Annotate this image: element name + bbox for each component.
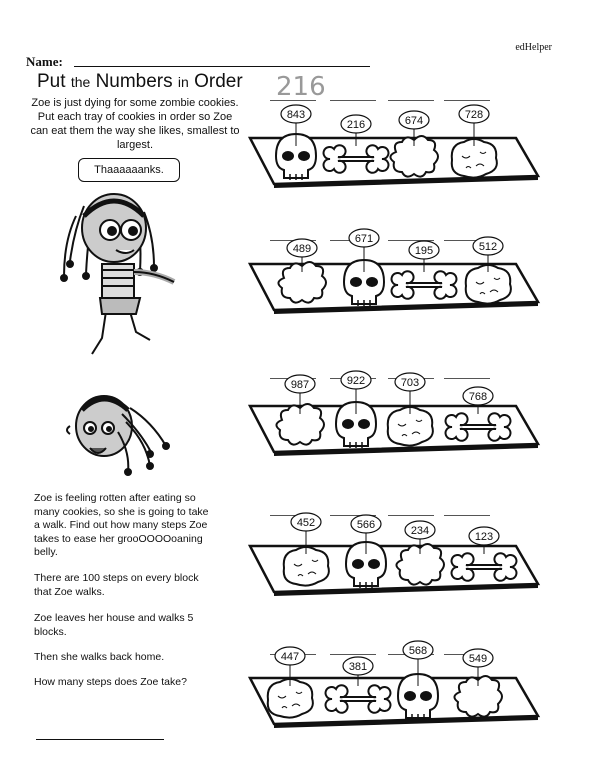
svg-text:549: 549 (468, 653, 488, 665)
name-input-line[interactable] (74, 66, 370, 67)
svg-text:987: 987 (290, 379, 310, 391)
answer-blank[interactable] (444, 515, 490, 516)
speech-bubble: Thaaaaaanks. (78, 158, 180, 182)
brand-label: edHelper (515, 42, 552, 53)
svg-text:123: 123 (474, 531, 494, 543)
svg-text:447: 447 (280, 651, 300, 663)
svg-text:566: 566 (356, 519, 376, 531)
example-answer: 216 (276, 72, 326, 102)
svg-text:512: 512 (478, 241, 498, 253)
svg-text:728: 728 (464, 109, 484, 121)
svg-text:195: 195 (414, 245, 434, 257)
instructions-text: Zoe is just dying for some zombie cookies. Put each tray of cookies in order so Zoe can eat them the way she likes, smallest to largest. (30, 97, 240, 151)
cookie-tray (0, 645, 600, 762)
svg-text:381: 381 (348, 661, 368, 673)
story-paragraph: Zoe leaves her house and walks 5 blocks. (34, 612, 194, 638)
story-paragraph: There are 100 steps on every block that Zoe walks. (34, 572, 199, 598)
cookie-tray (0, 375, 600, 490)
title-word: the (70, 74, 91, 90)
cookie-tray (0, 233, 600, 348)
title-word: in (177, 74, 189, 90)
answer-blank[interactable] (388, 100, 434, 101)
answer-blank[interactable] (444, 378, 490, 379)
title-word: Put (37, 71, 66, 92)
title-word: Order (194, 71, 243, 92)
story-paragraph: Then she walks back home. (34, 651, 165, 663)
svg-text:489: 489 (292, 243, 312, 255)
svg-text:452: 452 (296, 517, 316, 529)
answer-blank[interactable] (388, 515, 434, 516)
svg-text:234: 234 (410, 525, 430, 537)
name-label: Name: (26, 54, 63, 69)
svg-text:768: 768 (468, 391, 488, 403)
story-paragraph: How many steps does Zoe take? (34, 676, 187, 688)
svg-text:922: 922 (346, 375, 366, 387)
cookie-tray (0, 517, 600, 630)
answer-blank[interactable] (330, 100, 376, 101)
answer-blank[interactable] (444, 100, 490, 101)
story-paragraph: Zoe is feeling rotten after eating so many cookies, so she is going to take a walk. Find out how many steps Zoe takes to ease her grooOOOOoaning belly. (34, 492, 209, 558)
svg-text:568: 568 (408, 645, 428, 657)
svg-text:216: 216 (346, 119, 366, 131)
svg-text:671: 671 (354, 233, 374, 245)
title-word: Numbers (95, 71, 173, 92)
svg-text:843: 843 (286, 109, 306, 121)
svg-text:703: 703 (400, 377, 420, 389)
cookie-tray (0, 109, 600, 222)
svg-text:674: 674 (404, 115, 424, 127)
page-title (37, 71, 243, 93)
